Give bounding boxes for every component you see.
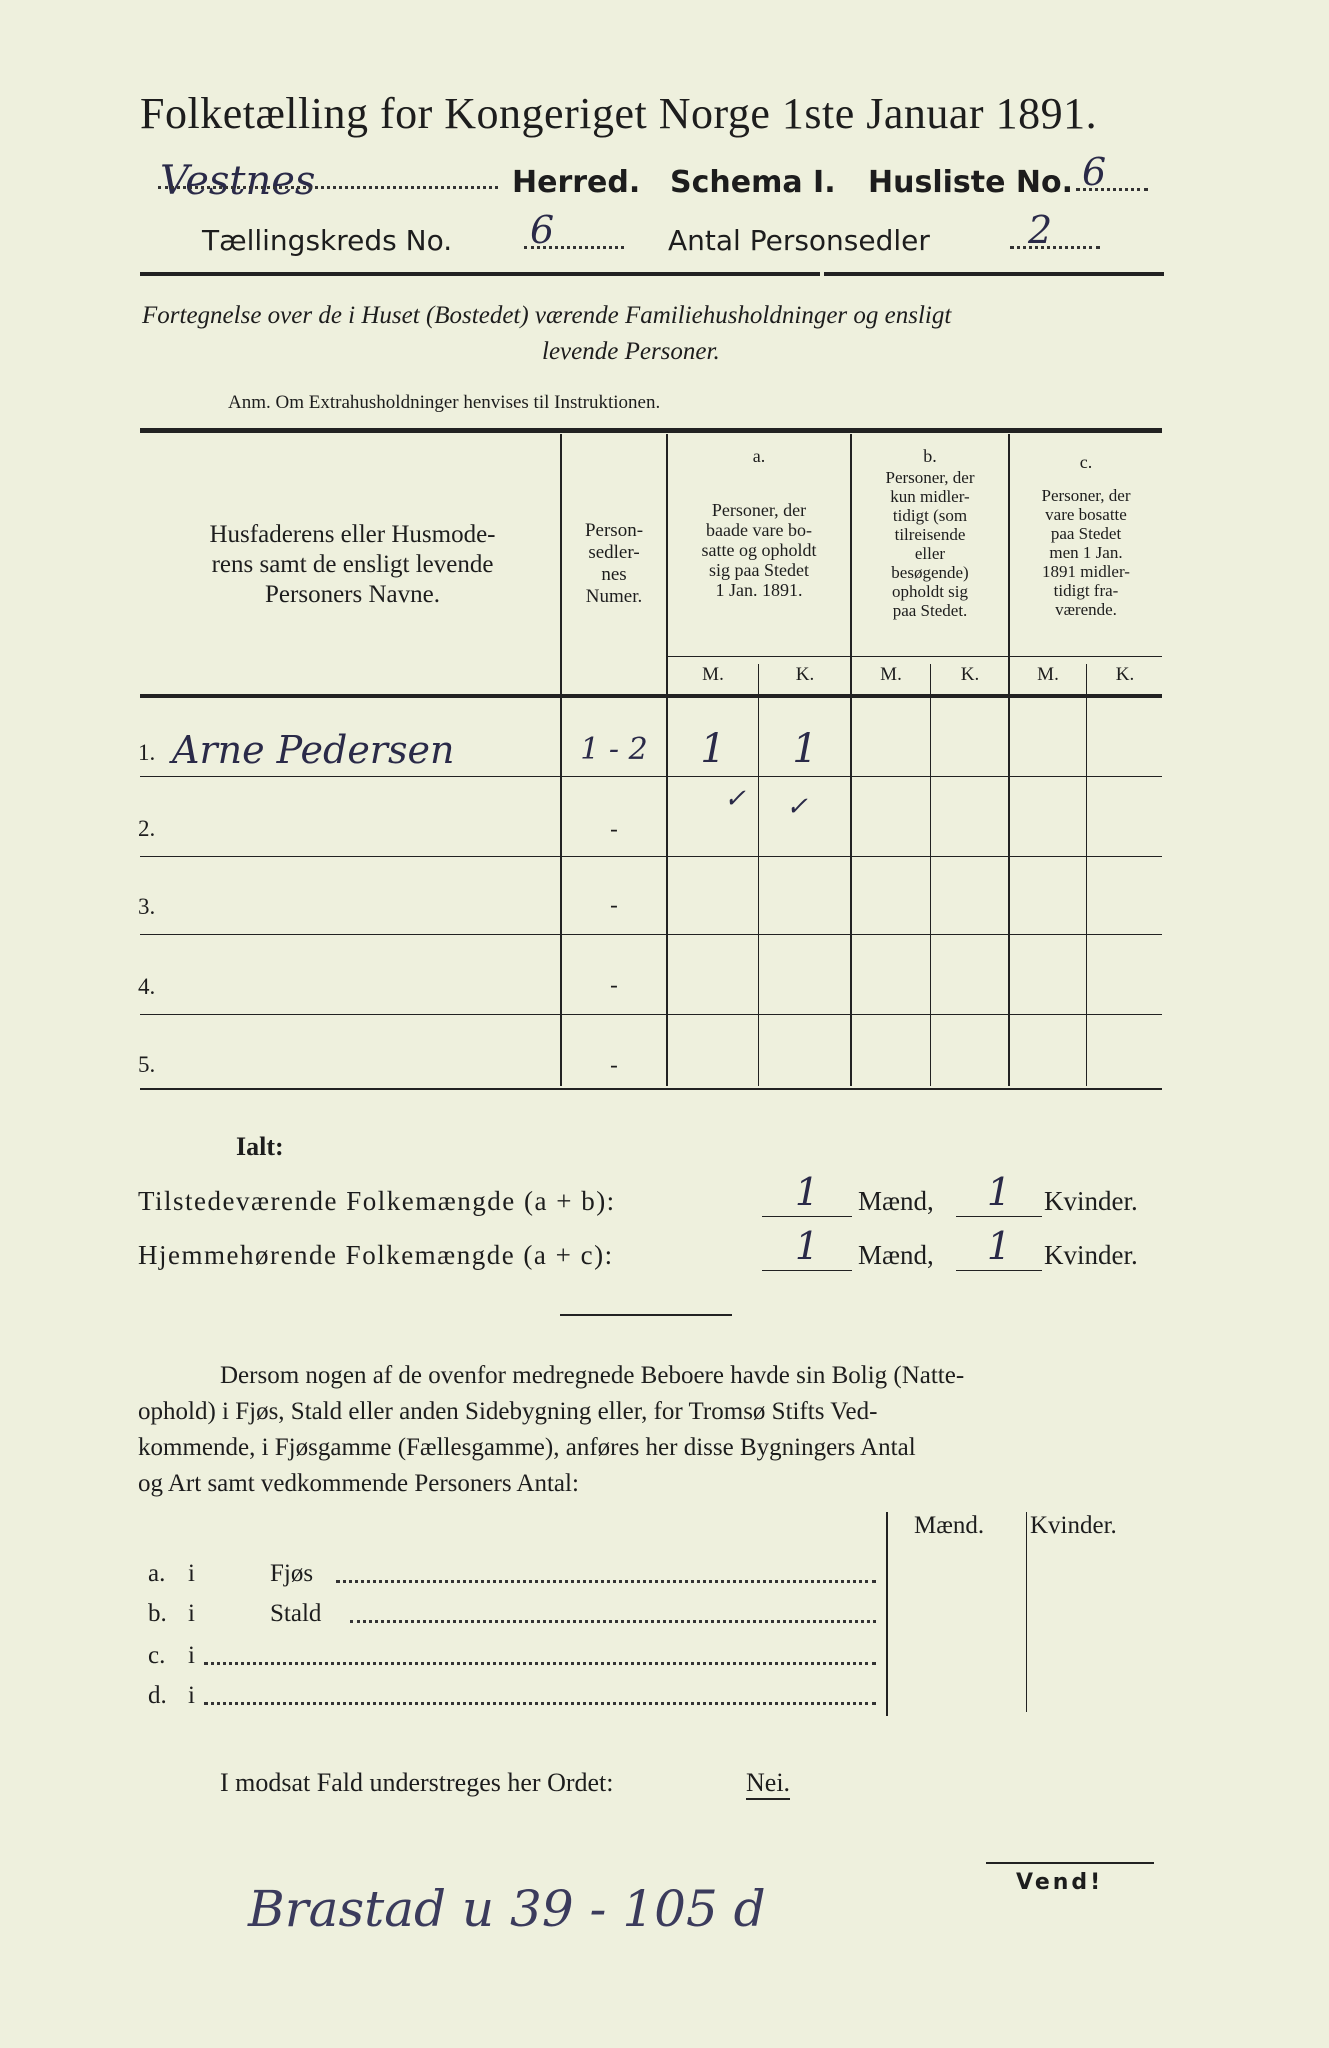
col-c-header-line: Personer, der [1041, 486, 1131, 505]
outbuildings-letter: c. [148, 1642, 166, 1669]
ialt-label: Ialt: [236, 1132, 284, 1161]
row-number: 3. [138, 894, 156, 919]
hjem-k-line [956, 1270, 1042, 1271]
hjem-label: Hjemmehørende Folkemængde (a + c): [138, 1240, 614, 1270]
col-num-header-line: Numer. [585, 586, 643, 607]
col-b-letter: b. [923, 446, 937, 466]
outbuildings-para-line-1: Dersom nogen af de ovenfor medregnede Beboere havde sin Bolig (Natte- [220, 1362, 965, 1389]
husliste-label: Husliste No. [868, 165, 1073, 200]
hjem-k-value: 1 [986, 1224, 1012, 1268]
outbuildings-maend-header: Mænd. [914, 1512, 985, 1539]
row-num: - [610, 816, 618, 841]
col-c-header-line: men 1 Jan. [1049, 543, 1123, 562]
row-number: 2. [138, 816, 156, 841]
tilst-k-line [956, 1216, 1042, 1217]
row-rule-2 [140, 856, 1162, 857]
header-rule-right [824, 272, 1164, 276]
col-b-header-line: tilreisende [894, 525, 966, 544]
form-title: Folketælling for Kongeriget Norge 1ste Januar 1891. [140, 89, 1098, 138]
divider-c-mk [1086, 664, 1087, 1086]
col-num-header-line: sedler- [588, 542, 640, 563]
herred-value: Vestnes [160, 158, 316, 204]
husliste-value: 6 [1082, 150, 1107, 194]
col-c-header-line: tidigt fra- [1053, 581, 1119, 600]
outbuildings-para-line-4: og Art samt vedkommende Personers Antal: [138, 1470, 579, 1497]
intro-line-2: levende Personer. [542, 338, 720, 365]
row-a-k: 1 [792, 726, 818, 772]
outbuildings-para-line-2: ophold) i Fjøs, Stald eller anden Sidebygning eller, for Tromsø Stifts Ved- [138, 1398, 878, 1425]
outbuildings-dotted-line [204, 1702, 876, 1705]
section-separator [560, 1314, 732, 1316]
row-a-m: 1 [700, 726, 726, 772]
outbuildings-item-label: Fjøs [270, 1560, 314, 1587]
nei-word: Nei. [746, 1768, 790, 1800]
outbuildings-dotted-line [336, 1580, 876, 1583]
col-num-header-line: nes [601, 564, 627, 585]
herred-dotted-line [158, 186, 498, 189]
schema-label: Schema I. [670, 165, 836, 200]
col-b-header-line: paa Stedet. [892, 601, 968, 620]
header-rule-left [140, 272, 820, 276]
outbuildings-item-label: Stald [270, 1600, 322, 1627]
table-bottom-rule [140, 1088, 1162, 1090]
col-b-header-line: opholdt sig [891, 582, 969, 601]
vend-rule [986, 1862, 1154, 1864]
tilst-m-line [762, 1216, 852, 1217]
divider-b-mk [930, 664, 931, 1086]
col-a-header-line: baade vare bo- [706, 520, 812, 540]
col-b-header-line: besøgende) [891, 563, 969, 582]
outbuildings-dotted-line [350, 1620, 876, 1623]
row-num: - [610, 972, 618, 997]
col-b-header-line: tidigt (som [892, 506, 968, 525]
tilst-kvinder-label: Kvinder. [1044, 1186, 1138, 1216]
modsat-text: I modsat Fald understreges her Ordet: [220, 1768, 614, 1797]
col-b-header [852, 468, 1008, 620]
col-a-letter: a. [752, 446, 766, 466]
outbuildings-letter: d. [148, 1682, 167, 1709]
col-c-header-line: paa Stedet [1050, 524, 1122, 543]
husliste-dotted-line [1076, 188, 1148, 191]
outbuildings-letter: a. [148, 1560, 166, 1587]
col-a-m-header: M. [702, 664, 724, 685]
personsedler-label: Antal Personsedler [668, 224, 930, 257]
outbuildings-letter: b. [148, 1600, 167, 1627]
outbuildings-divider-left [886, 1512, 888, 1716]
tilst-label: Tilstedeværende Folkemængde (a + b): [138, 1186, 616, 1216]
row-number: 1. [138, 740, 156, 765]
row-a-k-check: ✓ [786, 792, 808, 822]
row-num: - [610, 1052, 618, 1077]
col-c-header-line: 1891 midler- [1042, 562, 1130, 581]
col-a-header-line: Personer, der [711, 500, 807, 520]
hjem-m-value: 1 [794, 1224, 820, 1268]
divider-a-mk [758, 664, 759, 1086]
col-b-k-header: K. [960, 664, 980, 685]
row-rule-4 [140, 1014, 1162, 1015]
col-a-header-line: sig paa Stedet [709, 560, 809, 580]
col-c-letter: c. [1079, 452, 1093, 472]
row-rule-3 [140, 934, 1162, 935]
col-a-header-line: 1 Jan. 1891. [715, 580, 803, 600]
table-top-rule [140, 428, 1162, 433]
mk-header-rule [668, 656, 1162, 657]
col-c-k-header: K. [1115, 664, 1135, 685]
vend-label: Vend! [1016, 1870, 1104, 1895]
col-b-m-header: M. [880, 664, 902, 685]
kreds-label: Tællingskreds No. [202, 224, 453, 257]
tilst-m-value: 1 [794, 1170, 820, 1214]
intro-line-1: Fortegnelse over de i Huset (Bostedet) værende Familiehusholdninger og ensligt [142, 302, 952, 329]
col-num-header-line: Person- [584, 520, 644, 541]
outbuildings-para-line-3: kommende, i Fjøsgamme (Fællesgamme), anføres her disse Bygningers Antal [138, 1434, 916, 1461]
hjem-m-line [762, 1270, 852, 1271]
handwritten-footer-note: Brastad u 39 - 105 d [248, 1880, 766, 1938]
outbuildings-i: i [188, 1642, 195, 1669]
hjem-kvinder-label: Kvinder. [1044, 1240, 1138, 1270]
herred-label: Herred. [512, 165, 641, 200]
row-name: Arne Pedersen [172, 728, 455, 772]
col-c-header-line: værende. [1055, 600, 1117, 619]
kreds-value: 6 [530, 208, 555, 252]
col-a-header [668, 500, 850, 600]
col-a-k-header: K. [795, 664, 815, 685]
hjem-maend-label: Mænd, [858, 1240, 934, 1270]
col-b-header-line: eller [914, 544, 946, 563]
kreds-dotted-line [524, 246, 624, 249]
row-a-m-check: ✓ [724, 784, 746, 814]
col-c-header [1010, 486, 1162, 619]
outbuildings-divider-right [1026, 1512, 1027, 1712]
col-c-m-header: M. [1037, 664, 1059, 685]
personsedler-value: 2 [1028, 208, 1053, 252]
col-num-header [562, 520, 666, 608]
outbuildings-i: i [188, 1560, 195, 1587]
tilst-k-value: 1 [986, 1170, 1012, 1214]
row-number: 5. [138, 1052, 156, 1077]
personsedler-dotted-line [1010, 246, 1100, 249]
row-number: 4. [138, 974, 156, 999]
col-name-header-line: Husfaderens eller Husmode- [209, 521, 496, 548]
col-name-header-line: Personers Navne. [265, 581, 440, 608]
col-c-header-line: vare bosatte [1045, 505, 1127, 524]
row-num: - [610, 892, 618, 917]
row-rule-1 [140, 776, 1162, 777]
col-name-header-line: rens samt de ensligt levende [211, 551, 494, 578]
col-b-header-line: Personer, der [885, 468, 975, 487]
col-a-header-line: satte og opholdt [701, 540, 817, 560]
anm-note: Anm. Om Extrahusholdninger henvises til Instruktionen. [228, 392, 661, 413]
col-name-header [150, 520, 555, 610]
outbuildings-i: i [188, 1600, 195, 1627]
outbuildings-dotted-line [204, 1662, 876, 1665]
outbuildings-kvinder-header: Kvinder. [1030, 1512, 1117, 1539]
tilst-maend-label: Mænd, [858, 1186, 934, 1216]
row-num: 1 - 2 [580, 732, 648, 767]
outbuildings-i: i [188, 1682, 195, 1709]
col-b-header-line: kun midler- [890, 487, 970, 506]
